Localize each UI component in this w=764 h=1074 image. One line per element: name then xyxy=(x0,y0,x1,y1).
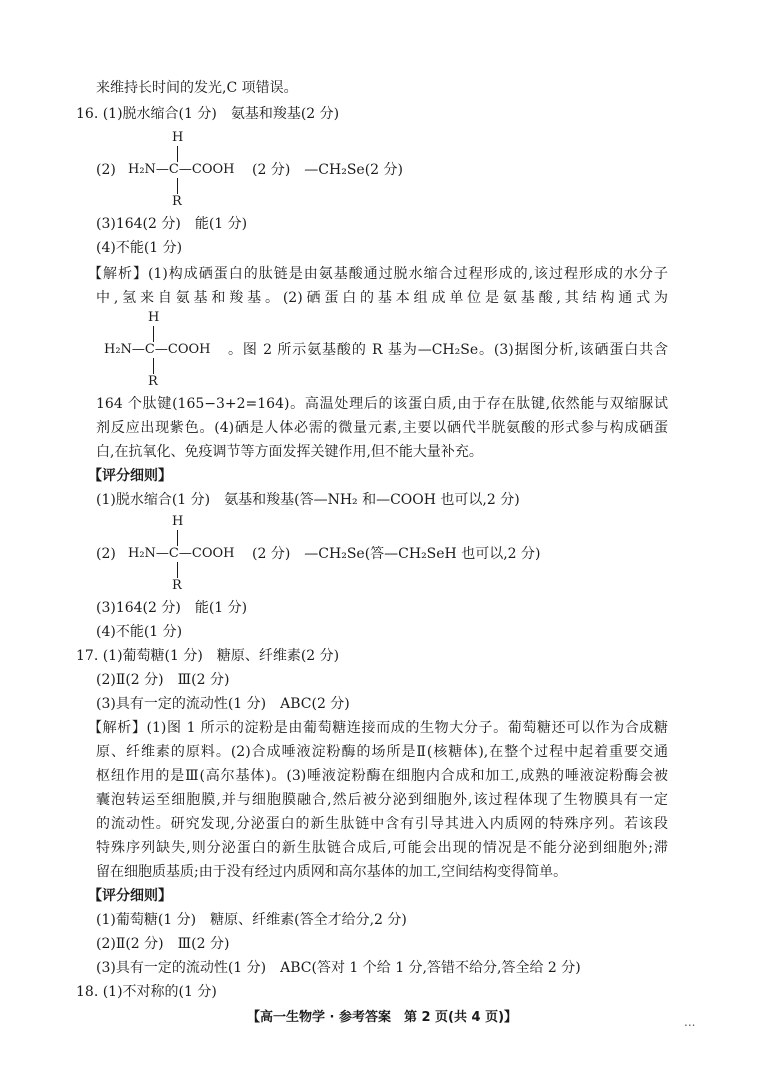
scoring-rules-heading: 【评分细则】 xyxy=(88,468,172,484)
page-ellipsis: ... xyxy=(684,1015,696,1029)
scoring-rule-line: (3)具有一定的流动性(1 分) ABC(答对 1 个给 1 分,答错不给分,答全给 2 分) xyxy=(96,960,581,976)
question-16-part1: 16. (1)脱水缩合(1 分) 氨基和羧基(2 分) xyxy=(76,106,340,122)
question-17-part1: 17. (1)葡萄糖(1 分) 糖原、纤维素(2 分) xyxy=(76,648,340,664)
amino-acid-structure xyxy=(128,514,268,594)
scoring-rule-line: (4)不能(1 分) xyxy=(96,624,183,640)
scoring-rule-line: (1)葡萄糖(1 分) 糖原、纤维素(答全才给分,2 分) xyxy=(96,912,407,928)
analysis-line: 留在细胞质基质;由于没有经过内质网和高尔基体的加工,空间结构变得简单。 xyxy=(96,864,568,880)
question-17-part2: (2)Ⅱ(2 分) Ⅲ(2 分) xyxy=(96,672,230,688)
amino-acid-structure xyxy=(104,310,244,390)
structure-r: R xyxy=(172,194,182,209)
question-16-part2-score: (2 分) —CH₂Se(2 分) xyxy=(252,162,403,178)
analysis-line: 特殊序列缺失,则分泌蛋白的新生肽链合成后,可能会出现的情况是不能分泌到细胞外;滞 xyxy=(96,840,668,856)
structure-main-chain: H₂N—C—COOH xyxy=(128,546,235,561)
structure-h: H xyxy=(172,130,184,145)
bond-line xyxy=(153,358,154,374)
page-footer: 【高一生物学 · 参考答案 第 2 页(共 4 页)】 xyxy=(246,1010,518,1025)
question-18-part1: 18. (1)不对称的(1 分) xyxy=(76,984,217,1000)
question-16-part3: (3)164(2 分) 能(1 分) xyxy=(96,216,248,232)
amino-acid-structure xyxy=(128,130,268,210)
question-16-part2-label: (2) xyxy=(96,162,116,178)
bond-line xyxy=(177,530,178,546)
question-16-part4: (4)不能(1 分) xyxy=(96,240,183,256)
analysis-line: 白,在抗氧化、免疫调节等方面发挥关键作用,但不能大量补充。 xyxy=(96,444,483,460)
bond-line xyxy=(177,562,178,578)
scoring-rule-label: (2) xyxy=(96,546,116,562)
question-17-part3: (3)具有一定的流动性(1 分) ABC(2 分) xyxy=(96,696,350,712)
structure-h: H xyxy=(148,310,160,325)
text-line: 来维持长时间的发光,C 项错误。 xyxy=(96,80,298,96)
analysis-line: 的流动性。研究发现,分泌蛋白的新生肽链中含有引导其进入内质网的特殊序列。若该段 xyxy=(96,816,668,832)
scoring-rule-line: (2)Ⅱ(2 分) Ⅲ(2 分) xyxy=(96,936,230,952)
analysis-line: 【解析】(1)构成硒蛋白的肽链是由氨基酸通过脱水缩合过程形成的,该过程形成的水分子 xyxy=(88,266,668,282)
bond-line xyxy=(177,146,178,162)
bond-line xyxy=(177,178,178,194)
scoring-rule-line: (3)164(2 分) 能(1 分) xyxy=(96,600,248,616)
analysis-line: 。图 2 所示氨基酸的 R 基为—CH₂Se。(3)据图分析,该硒蛋白共含 xyxy=(228,342,668,358)
analysis-line: 枢纽作用的是Ⅲ(高尔基体)。(3)唾液淀粉酶在细胞内合成和加工,成熟的唾液淀粉酶会被 xyxy=(96,768,668,784)
structure-r: R xyxy=(148,374,158,389)
analysis-line: 囊泡转运至细胞膜,并与细胞膜融合,然后被分泌到细胞外,该过程体现了生物膜具有一定 xyxy=(96,792,668,808)
bond-line xyxy=(153,326,154,342)
analysis-line: 中,氢来自氨基和羧基。(2)硒蛋白的基本组成单位是氨基酸,其结构通式为 xyxy=(96,290,668,306)
scoring-rule-line: (1)脱水缩合(1 分) 氨基和羧基(答—NH₂ 和—COOH 也可以,2 分) xyxy=(96,492,520,508)
structure-h: H xyxy=(172,514,184,529)
analysis-line: 【解析】(1)图 1 所示的淀粉是由葡萄糖连接而成的生物大分子。葡萄糖还可以作为合成糖 xyxy=(88,720,668,736)
analysis-line: 剂反应出现紫色。(4)硒是人体必需的微量元素,主要以硒代半胱氨酸的形式参与构成硒蛋 xyxy=(96,420,668,436)
scoring-rule-line: (2 分) —CH₂Se(答—CH₂SeH 也可以,2 分) xyxy=(252,546,541,562)
structure-main-chain: H₂N—C—COOH xyxy=(128,162,235,177)
scoring-rules-heading: 【评分细则】 xyxy=(88,888,172,904)
analysis-line: 原、纤维素的原料。(2)合成唾液淀粉酶的场所是Ⅱ(核糖体),在整个过程中起着重要交通 xyxy=(96,744,668,760)
structure-main-chain: H₂N—C—COOH xyxy=(104,342,211,357)
analysis-line: 164 个肽键(165−3+2=164)。高温处理后的该蛋白质,由于存在肽键,依然能与双缩脲试 xyxy=(96,396,668,412)
structure-r: R xyxy=(172,578,182,593)
